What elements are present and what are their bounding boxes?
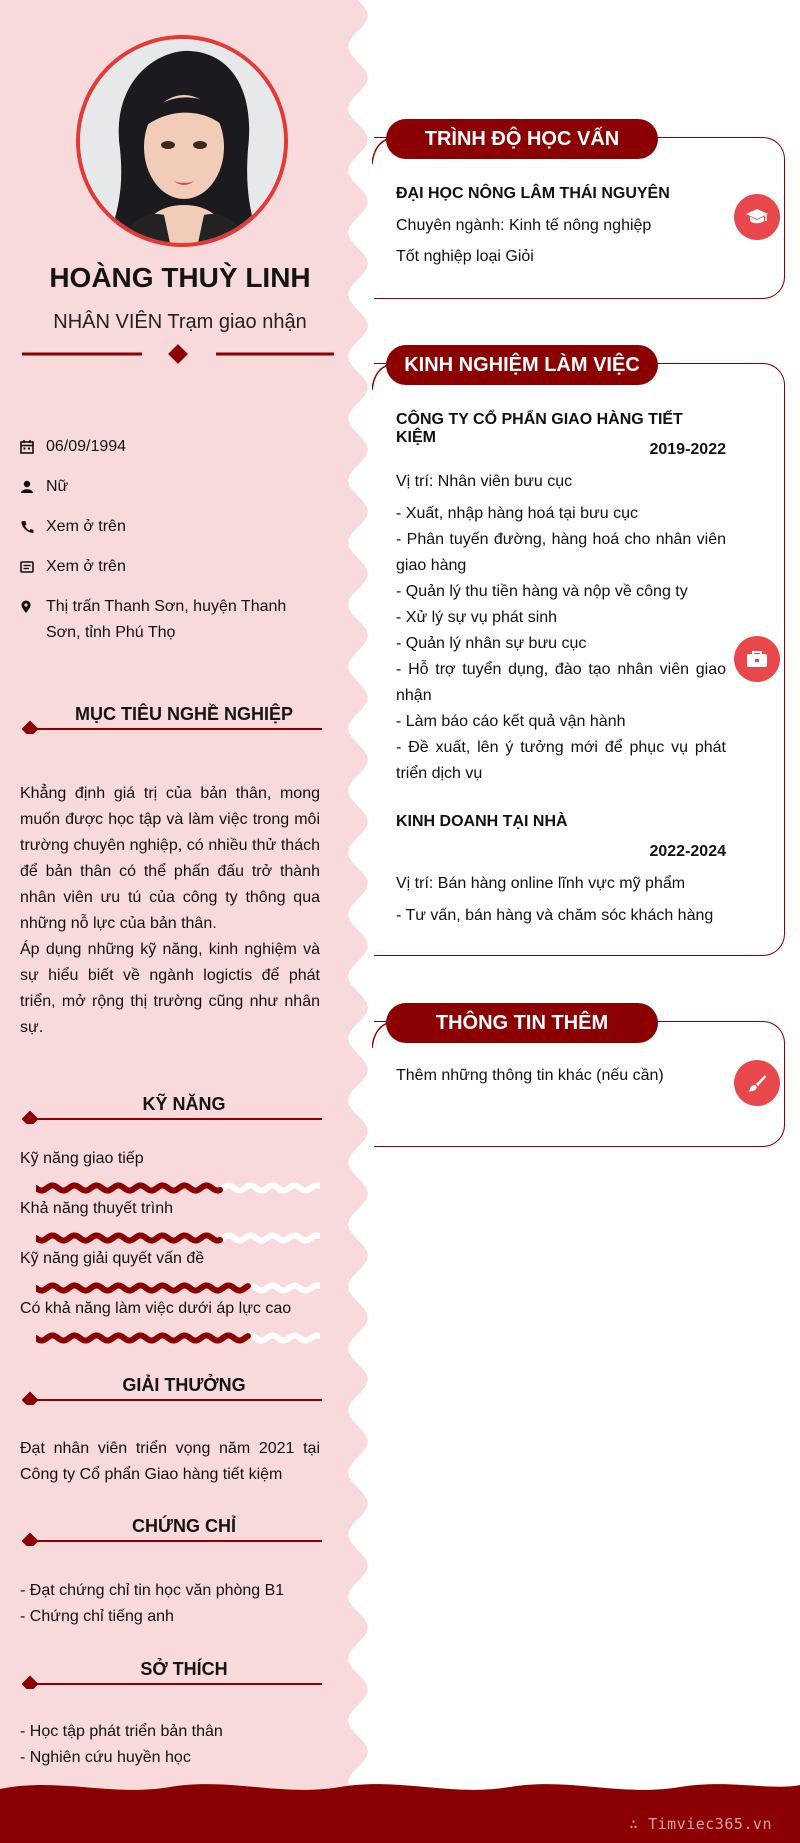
contact-address <box>20 594 300 646</box>
role-divider <box>22 344 334 364</box>
objective-heading <box>22 704 322 734</box>
skill-bar <box>36 1232 320 1244</box>
address-value: Thị trấn Thanh Sơn, huyện Thanh Sơn, tỉnh Phú Thọ <box>46 598 287 641</box>
portrait-illustration <box>80 39 284 243</box>
brand-watermark: ∴ Timviec365.vn <box>629 1815 772 1833</box>
skill-bar-track <box>249 1335 319 1340</box>
candidate-name: HOÀNG THUỲ LINH <box>49 262 311 293</box>
certificates-list <box>20 1578 320 1630</box>
certificate-item: - Chứng chỉ tiếng anh <box>20 1608 174 1625</box>
skills-heading <box>22 1094 322 1124</box>
education-title: TRÌNH ĐỘ HỌC VẤN <box>386 119 658 159</box>
education-major: Chuyên ngành: Kinh tế nông nghiệp <box>396 217 652 234</box>
phone-icon <box>20 514 46 540</box>
skill-bar-fill <box>36 1185 220 1190</box>
job-position: Vị trí: Bán hàng online lĩnh vực mỹ phẩm <box>396 875 686 892</box>
job-duty: - Phân tuyến đường, hàng hoá cho nhân viên giao hàng <box>396 531 726 574</box>
skills-title: KỸ NĂNG <box>142 1094 226 1114</box>
hobbies-heading <box>22 1659 322 1689</box>
job-period: 2022-2024 <box>649 843 726 860</box>
skill-bar-track <box>249 1285 319 1290</box>
contact-email <box>20 554 300 580</box>
certificates-heading <box>22 1516 322 1546</box>
job-duty: - Quản lý thu tiền hàng và nộp về công ty <box>396 583 688 600</box>
awards-heading <box>22 1375 322 1405</box>
hobbies-list <box>20 1719 320 1771</box>
calendar-icon <box>20 434 46 460</box>
hobby-item: - Nghiên cứu huyền học <box>20 1749 191 1766</box>
awards-text: Đạt nhân viên triển vọng năm 2021 tại Công ty Cổ phẩn Giao hàng tiết kiệm <box>20 1440 320 1483</box>
location-pin-icon <box>20 594 46 620</box>
job-duty: - Đề xuất, lên ý tưởng mới để phục vụ phát triển dịch vụ <box>396 739 726 782</box>
job-period: 2019-2022 <box>649 441 726 458</box>
skill-bar-fill <box>36 1285 248 1290</box>
avatar <box>76 35 288 247</box>
job-company: KINH DOANH TẠI NHÀ <box>396 813 568 830</box>
job-duty: - Xử lý sự vụ phát sinh <box>396 609 558 626</box>
awards-title: GIẢI THƯỞNG <box>122 1375 246 1395</box>
objective-text <box>20 781 320 1041</box>
job-duty: - Hỗ trợ tuyển dụng, đào tạo nhân viên giao nhận <box>396 661 726 704</box>
certificate-item: - Đạt chứng chỉ tin học văn phòng B1 <box>20 1582 285 1599</box>
job-duty: - Làm báo cáo kết quả vận hành <box>396 713 626 730</box>
skill-bar-track <box>221 1185 319 1190</box>
job-position: Vị trí: Nhân viên bưu cục <box>396 473 573 490</box>
skill-bar <box>36 1332 320 1344</box>
contact-birthday <box>20 434 300 460</box>
certificates-title: CHỨNG CHỈ <box>132 1516 236 1536</box>
skill-label: Khả năng thuyết trình <box>20 1200 173 1217</box>
briefcase-icon <box>734 636 780 682</box>
objective-paragraph: Áp dụng những kỹ năng, kinh nghiệm và sự hiểu biết về ngành logictis để phát triển, mở rộng thị trường cũng như nhân sự. <box>20 941 320 1036</box>
candidate-role: NHÂN VIÊN Trạm giao nhận <box>53 311 307 333</box>
contact-gender <box>20 474 300 500</box>
skill-bar-fill <box>36 1235 220 1240</box>
birthday-value: 06/09/1994 <box>46 438 127 455</box>
contact-phone <box>20 514 300 540</box>
skill-bar <box>36 1182 320 1194</box>
skill-bar-fill <box>36 1335 248 1340</box>
skill-label: Kỹ năng giao tiếp <box>20 1150 144 1167</box>
job-duty: - Xuất, nhập hàng hoá tại bưu cục <box>396 505 638 522</box>
job-duty: - Tư vấn, bán hàng và chăm sóc khách hàng <box>396 907 714 924</box>
paint-brush-icon <box>734 1060 780 1106</box>
email-icon <box>20 554 46 580</box>
job-duty: - Quản lý nhân sự bưu cục <box>396 635 587 652</box>
gender-value: Nữ <box>46 478 69 495</box>
user-icon <box>20 474 46 500</box>
education-grade: Tốt nghiệp loại Giỏi <box>396 248 534 265</box>
experience-title: KINH NGHIỆM LÀM VIỆC <box>386 345 658 385</box>
hobby-item: - Học tập phát triển bản thân <box>20 1723 223 1740</box>
skill-bar <box>36 1282 320 1294</box>
education-school: ĐẠI HỌC NÔNG LÂM THÁI NGUYÊN <box>396 185 670 202</box>
job-company: CÔNG TY CỔ PHẨN GIAO HÀNG TIẾT KIỆM <box>396 411 683 446</box>
extra-info-title: THÔNG TIN THÊM <box>386 1003 658 1043</box>
objective-paragraph: Khẳng định giá trị của bản thân, mong muốn được học tập và làm việc trong môi trường chuyên nghiệp, có nhiều thử thách để bản thân có thể phấn đấu trở thành nhân viên ưu tú của công ty thông qua những nỗ lực của bản thân. <box>20 785 320 932</box>
graduation-cap-icon <box>734 194 780 240</box>
objective-title: MỤC TIÊU NGHỀ NGHIỆP <box>74 704 293 724</box>
extra-info-text: Thêm những thông tin khác (nếu cần) <box>396 1067 664 1084</box>
hobbies-title: SỞ THÍCH <box>140 1659 228 1679</box>
skill-label: Có khả năng làm việc dưới áp lực cao <box>20 1300 292 1317</box>
phone-value: Xem ở trên <box>46 518 126 535</box>
job-duties <box>396 501 726 787</box>
skill-label: Kỹ năng giải quyết vấn đề <box>20 1250 205 1267</box>
skill-bar-track <box>221 1235 319 1240</box>
email-value: Xem ở trên <box>46 558 126 575</box>
job-duties <box>396 903 726 929</box>
